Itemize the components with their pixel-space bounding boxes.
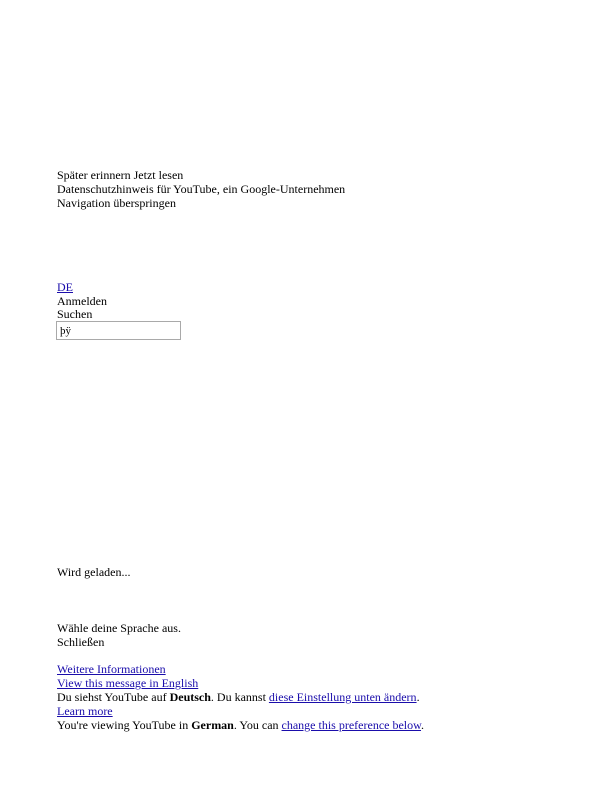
sign-in-button[interactable]: Anmelden	[57, 294, 107, 308]
change-preference-link-en[interactable]: change this preference below	[281, 718, 422, 732]
de-middle: . Du kannst	[210, 690, 269, 704]
german-preference-message	[57, 690, 420, 704]
english-preference-message	[57, 718, 424, 732]
close-button[interactable]: Schließen	[57, 635, 105, 649]
promo-bar	[57, 168, 183, 182]
remind-later-button[interactable]: Später erinnern	[57, 168, 131, 182]
en-language: German	[191, 718, 234, 732]
change-setting-link-de[interactable]: diese Einstellung unten ändern	[268, 690, 417, 704]
en-middle: . You can	[233, 718, 282, 732]
search-label: Suchen	[57, 307, 93, 321]
more-info-link[interactable]: Weitere Informationen	[57, 662, 166, 676]
view-english-link[interactable]: View this message in English	[57, 676, 199, 690]
en-suffix: .	[421, 718, 425, 732]
language-prompt: Wähle deine Sprache aus.	[57, 621, 181, 635]
learn-more-link[interactable]: Learn more	[57, 704, 113, 718]
search-input[interactable]	[56, 321, 181, 340]
de-suffix: .	[416, 690, 420, 704]
country-code-link[interactable]: DE	[57, 280, 73, 294]
en-prefix: You're viewing YouTube in	[57, 718, 192, 732]
de-prefix: Du siehst YouTube auf	[57, 690, 170, 704]
read-now-button[interactable]: Jetzt lesen	[133, 168, 184, 182]
de-language: Deutsch	[169, 690, 211, 704]
loading-text: Wird geladen...	[57, 565, 131, 579]
privacy-notice: Datenschutzhinweis für YouTube, ein Google-Unternehmen	[57, 182, 346, 196]
skip-navigation-link[interactable]: Navigation überspringen	[57, 196, 176, 210]
